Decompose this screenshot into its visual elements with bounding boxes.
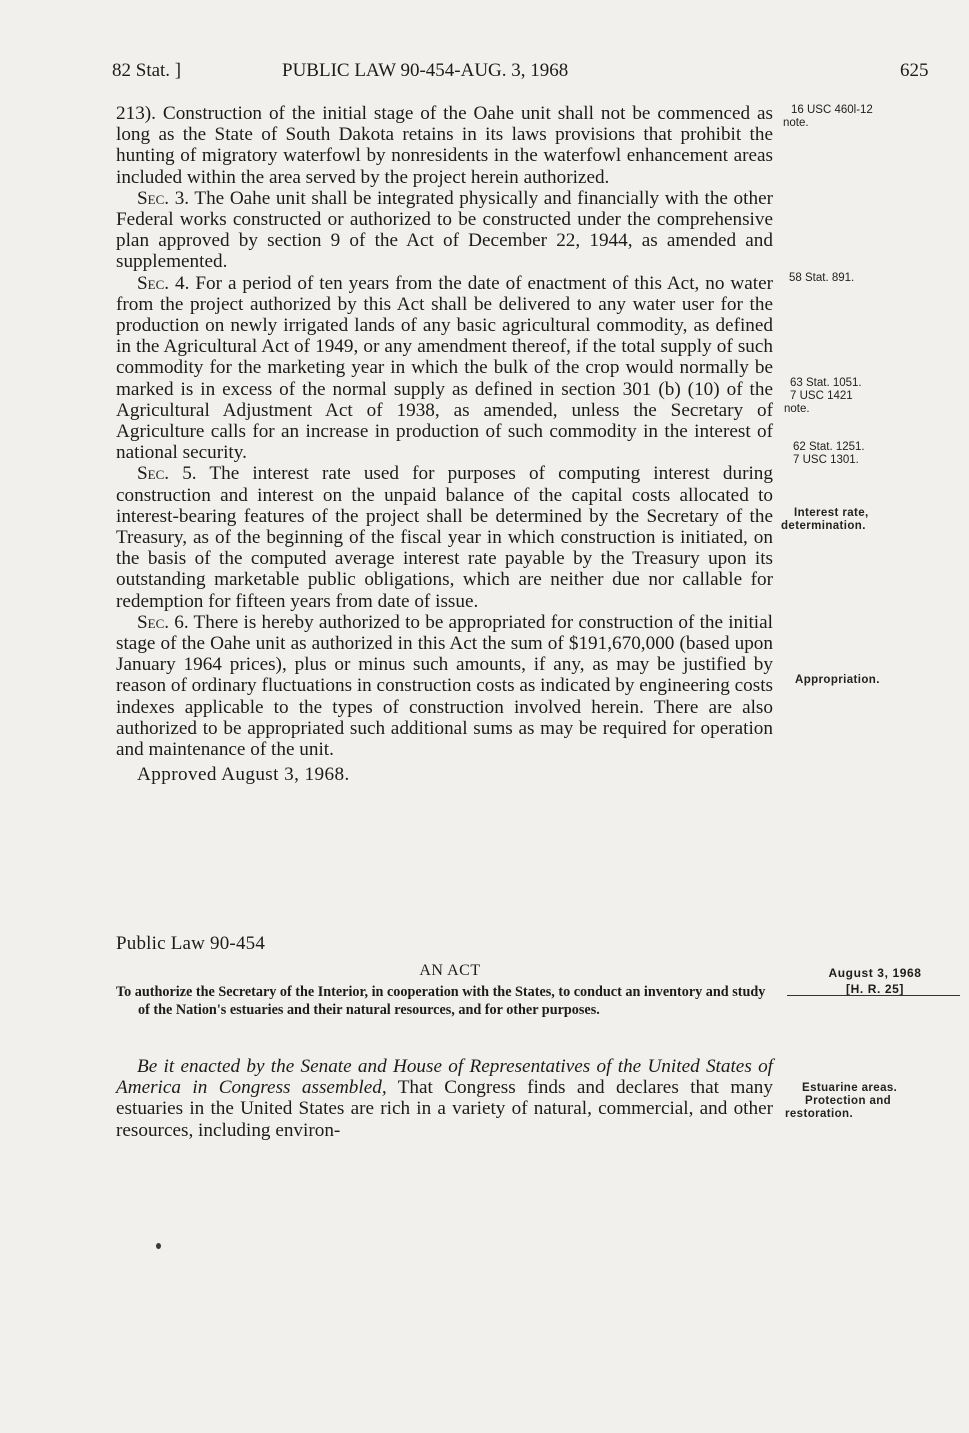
- section-6: [116, 612, 773, 760]
- section-6-text: There is hereby authorized to be appropriated for construction of the initial stage of the Oahe unit as authorized in this Act the sum of $191,670,000 (based upon January 1964 prices), plus or minus such amounts, if any, as may be justified by reason of ordinary fluctuations in construction costs as indicated by engineering costs indexes applicable to the types of construction involved herein. There are also authorized to be appropriated such additional sums as may be required for operation and maintenance of the unit.: [116, 611, 774, 761]
- continued-statute-text: [116, 103, 773, 786]
- section-4-text: For a period of ten years from the date of enactment of this Act, no water from the project authorized by this Act shall be delivered to any water user for the production on newly irrigated lands of any basic agricultural commodity, as defined in the Agricultural Act of 1949, or any amendment thereof, if the total supply of such commodity for the marketing year in which the bulk of the crop would normally be marked is in excess of the normal supply as defined in section 301 (b) (10) of the Agricultural Adjustment Act of 1938, as amended, unless the Secretary of Agriculture calls for an increase in production of such commodity in the interest of national security.: [116, 272, 773, 464]
- section-3-label: Sec. 3.: [137, 187, 190, 209]
- margin-note-58-stat: 58 Stat. 891.: [789, 272, 855, 284]
- enacting-paragraph: [116, 1056, 773, 1141]
- section-4-label: Sec. 4.: [137, 272, 190, 294]
- enacting-text: [116, 1056, 773, 1141]
- ink-speck: [156, 1243, 161, 1249]
- section-5: [116, 463, 773, 611]
- approval-date: Approved August 3, 1968.: [137, 764, 350, 786]
- enacting-clause: Be it enacted by the Senate and House of Representatives of the United States of America in Congress assembled,: [116, 1056, 773, 1099]
- margin-note-usc-460l: 16 USC 460l-12 note.: [783, 104, 873, 129]
- section-5-label: Sec. 5.: [137, 463, 197, 485]
- margin-note-63-stat: 63 Stat. 1051. 7 USC 1421 note.: [784, 377, 862, 415]
- public-law-title: Public Law 90-454: [116, 933, 266, 954]
- running-head-title: PUBLIC LAW 90-454-AUG. 3, 1968: [282, 60, 569, 81]
- margin-note-62-stat: 62 Stat. 1251. 7 USC 1301.: [793, 441, 865, 466]
- act-purpose: [116, 983, 776, 1019]
- an-act-heading: AN ACT: [419, 962, 481, 979]
- section-3-text: The Oahe unit shall be integrated physically and financially with the other Federal works constructed or authorized to be constructed under the comprehensive plan approved by section 9 of the Act of December 22, 1944, as amended and supplemented.: [116, 187, 773, 273]
- margin-note-estuarine-areas: Estuarine areas. Protection and restoration.: [785, 1082, 898, 1120]
- margin-note-interest-rate: Interest rate, determination.: [781, 507, 869, 532]
- section-6-label: Sec. 6.: [137, 611, 189, 633]
- page-number: 625: [900, 60, 929, 81]
- section-4: [116, 273, 773, 464]
- margin-note-appropriation: Appropriation.: [795, 674, 880, 686]
- section-3: [116, 188, 773, 273]
- citation-bill-number: [H. R. 25]: [845, 982, 904, 996]
- citation-rule: [787, 995, 960, 996]
- section-5-text: The interest rate used for purposes of computing interest during construction and interest on the unpaid balance of the capital costs allocated to interest-bearing features of the project shall be determined by the Secretary of the Treasury, as of the beginning of the fiscal year in which construction is initiated, on the basis of the computed average interest rate payable by the Treasury upon its outstanding marketable public obligations, which are neither due nor callable for redemption for fifteen years from date of issue.: [116, 463, 773, 612]
- running-head-volume: 82 Stat. ]: [112, 60, 182, 81]
- act-purpose-text: To authorize the Secretary of the Interior, in cooperation with the States, to conduct an inventory and study of the Nation's estuaries and their natural resources, and for other purposes.: [116, 984, 766, 1018]
- citation-date: August 3, 1968: [828, 966, 922, 980]
- paragraph-continuation: 213). Construction of the initial stage of the Oahe unit shall not be commenced as long as the State of South Dakota retains in its laws provisions that prohibit the hunting of migratory waterfowl by nonresidents in the waterfowl enhancement areas included within the area served by the project herein authorized.: [116, 103, 773, 188]
- findings-text: That Congress finds and declares that many estuaries in the United States are rich in a variety of natural, commercial, and other resources, including environ-: [116, 1077, 773, 1141]
